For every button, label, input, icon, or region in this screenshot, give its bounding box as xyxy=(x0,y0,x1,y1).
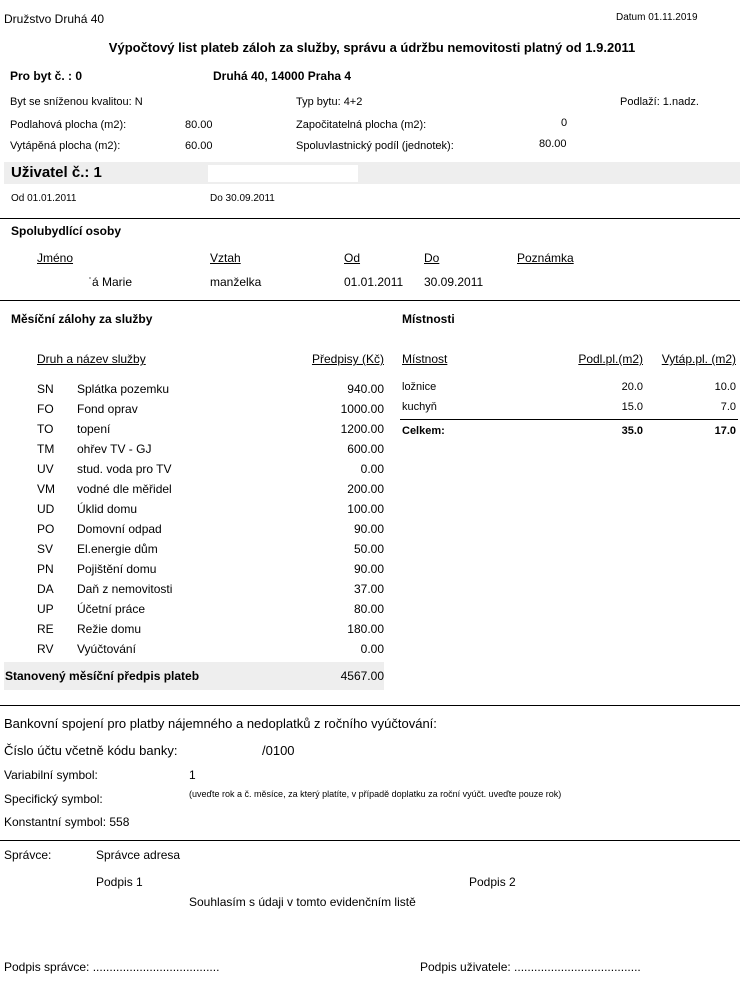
services-title: Měsíční zálohy za služby xyxy=(11,312,153,326)
service-amount: 1200.00 xyxy=(340,422,384,436)
bank-intro: Bankovní spojení pro platby nájemného a nedoplatků z ročního vyúčtování: xyxy=(4,716,437,731)
floor-area-label: Podlahová plocha (m2): xyxy=(10,119,127,131)
service-code: FO xyxy=(37,402,54,416)
user-signature-line[interactable]: Podpis uživatele: ...................................... xyxy=(420,960,641,974)
service-code: UP xyxy=(37,602,54,616)
rooms-header-name: Místnost xyxy=(402,352,448,366)
variable-symbol-value: 1 xyxy=(189,768,196,782)
ownership-share-value: 80.00 xyxy=(539,138,567,150)
service-amount: 200.00 xyxy=(347,482,384,496)
document-title: Výpočtový list plateb záloh za služby, správu a údržbu nemovitosti platný od 1.9.2011 xyxy=(108,40,636,55)
service-code: TO xyxy=(37,422,54,436)
unit-address: Druhá 40, 14000 Praha 4 xyxy=(213,69,352,83)
reduced-quality: Byt se sníženou kvalitou: N xyxy=(10,96,143,108)
rooms-header-floor-area: Podl.pl.(m2) xyxy=(578,352,643,366)
service-amount: 180.00 xyxy=(347,622,384,636)
agreement-text: Souhlasím s údaji v tomto evidenčním listě xyxy=(189,895,416,909)
divider xyxy=(0,300,740,301)
rooms-total-floor-area: 35.0 xyxy=(621,425,643,437)
service-code: PO xyxy=(37,522,55,536)
service-code: SN xyxy=(37,382,54,396)
service-code: UD xyxy=(37,502,55,516)
services-total-value: 4567.00 xyxy=(340,669,384,683)
admin-address: Správce adresa xyxy=(96,848,181,862)
col-header-to: Do xyxy=(424,251,440,265)
service-amount: 600.00 xyxy=(347,442,384,456)
col-header-note: Poznámka xyxy=(517,251,574,265)
organization-name: Družstvo Druhá 40 xyxy=(4,12,105,26)
service-name: El.energie dům xyxy=(77,542,158,556)
service-amount: 80.00 xyxy=(353,602,384,616)
services-header-name: Druh a název služby xyxy=(37,352,146,366)
service-amount: 100.00 xyxy=(347,502,384,516)
floor-area-value: 80.00 xyxy=(185,119,213,131)
unit-type: Typ bytu: 4+2 xyxy=(296,96,363,108)
service-name: Pojištění domu xyxy=(77,562,157,576)
service-code: PN xyxy=(37,562,54,576)
service-code: RV xyxy=(37,642,54,656)
specific-symbol-label: Specifický symbol: xyxy=(4,792,103,806)
services-header-amount: Předpisy (Kč) xyxy=(311,352,384,366)
room-floor-area: 15.0 xyxy=(621,401,643,413)
countable-area-label: Započitatelná plocha (m2): xyxy=(296,119,427,131)
cohabitant-name: ˈá Marie xyxy=(88,275,133,289)
rooms-title: Místnosti xyxy=(402,312,455,326)
rooms-total-line xyxy=(400,419,738,420)
cohabitants-title: Spolubydlící osoby xyxy=(11,224,122,238)
service-code: UV xyxy=(37,462,54,476)
service-amount: 90.00 xyxy=(353,522,384,536)
admin-label: Správce: xyxy=(4,848,52,862)
user-number: Uživatel č.: 1 xyxy=(11,164,102,181)
variable-symbol-label: Variabilní symbol: xyxy=(4,768,98,782)
service-name: Fond oprav xyxy=(77,402,138,416)
user-from-date: Od 01.01.2011 xyxy=(11,193,77,204)
countable-area-value: 0 xyxy=(561,117,568,129)
admin-signature-line[interactable]: Podpis správce: ...................................... xyxy=(4,960,220,974)
room-floor-area: 20.0 xyxy=(621,381,643,393)
service-code: TM xyxy=(37,442,55,456)
redacted-name xyxy=(208,165,358,182)
col-header-relation: Vztah xyxy=(210,251,241,265)
service-name: topení xyxy=(77,422,111,436)
room-heated-area: 7.0 xyxy=(720,401,736,413)
service-code: DA xyxy=(37,582,54,596)
service-amount: 0.00 xyxy=(360,462,384,476)
cohabitant-relation: manželka xyxy=(210,275,262,289)
service-code: SV xyxy=(37,542,54,556)
service-name: Účetní práce xyxy=(77,602,146,616)
cohabitant-from: 01.01.2011 xyxy=(344,275,404,289)
service-name: Domovní odpad xyxy=(77,522,162,536)
account-value: /0100 xyxy=(262,743,295,758)
service-name: vodné dle měřidel xyxy=(77,482,172,496)
divider xyxy=(0,705,740,706)
service-name: Vyúčtování xyxy=(77,642,136,656)
document-date: Datum 01.11.2019 xyxy=(616,12,698,23)
service-name: Úklid domu xyxy=(77,502,138,516)
service-code: VM xyxy=(37,482,55,496)
room-name: ložnice xyxy=(402,381,437,393)
ownership-share-label: Spoluvlastnický podíl (jednotek): xyxy=(296,140,454,152)
divider xyxy=(0,218,740,219)
service-amount: 0.00 xyxy=(360,642,384,656)
unit-number: Pro byt č. : 0 xyxy=(10,69,83,83)
divider xyxy=(0,840,740,841)
constant-symbol: Konstantní symbol: 558 xyxy=(4,815,130,829)
service-code: RE xyxy=(37,622,54,636)
user-to-date: Do 30.09.2011 xyxy=(210,193,275,204)
user-band xyxy=(4,162,740,184)
service-amount: 1000.00 xyxy=(340,402,384,416)
room-name: kuchyň xyxy=(402,401,437,413)
service-amount: 940.00 xyxy=(347,382,384,396)
rooms-total-label: Celkem: xyxy=(402,425,445,437)
signature-2-label: Podpis 2 xyxy=(469,875,516,889)
service-name: stud. voda pro TV xyxy=(77,462,172,476)
floor: Podlaží: 1.nadz. xyxy=(620,96,699,108)
service-name: Daň z nemovitosti xyxy=(77,582,173,596)
heated-area-value: 60.00 xyxy=(185,140,213,152)
service-name: Splátka pozemku xyxy=(77,382,170,396)
col-header-name: Jméno xyxy=(37,251,74,265)
room-heated-area: 10.0 xyxy=(714,381,736,393)
cohabitant-to: 30.09.2011 xyxy=(424,275,484,289)
account-label: Číslo účtu včetně kódu banky: xyxy=(4,743,178,758)
heated-area-label: Vytápěná plocha (m2): xyxy=(10,140,121,152)
specific-symbol-note: (uveďte rok a č. měsíce, za který platíte, v případě doplatku za roční vyúčt. uveďte pouze rok) xyxy=(189,789,562,799)
service-amount: 90.00 xyxy=(353,562,384,576)
services-total-label: Stanovený měsíční předpis plateb xyxy=(5,669,200,683)
service-amount: 50.00 xyxy=(353,542,384,556)
rooms-total-heated-area: 17.0 xyxy=(714,425,736,437)
service-name: Režie domu xyxy=(77,622,142,636)
service-name: ohřev TV - GJ xyxy=(77,442,152,456)
col-header-from: Od xyxy=(344,251,361,265)
signature-1-label: Podpis 1 xyxy=(96,875,143,889)
rooms-header-heated-area: Vytáp.pl. (m2) xyxy=(661,352,736,366)
service-amount: 37.00 xyxy=(353,582,384,596)
